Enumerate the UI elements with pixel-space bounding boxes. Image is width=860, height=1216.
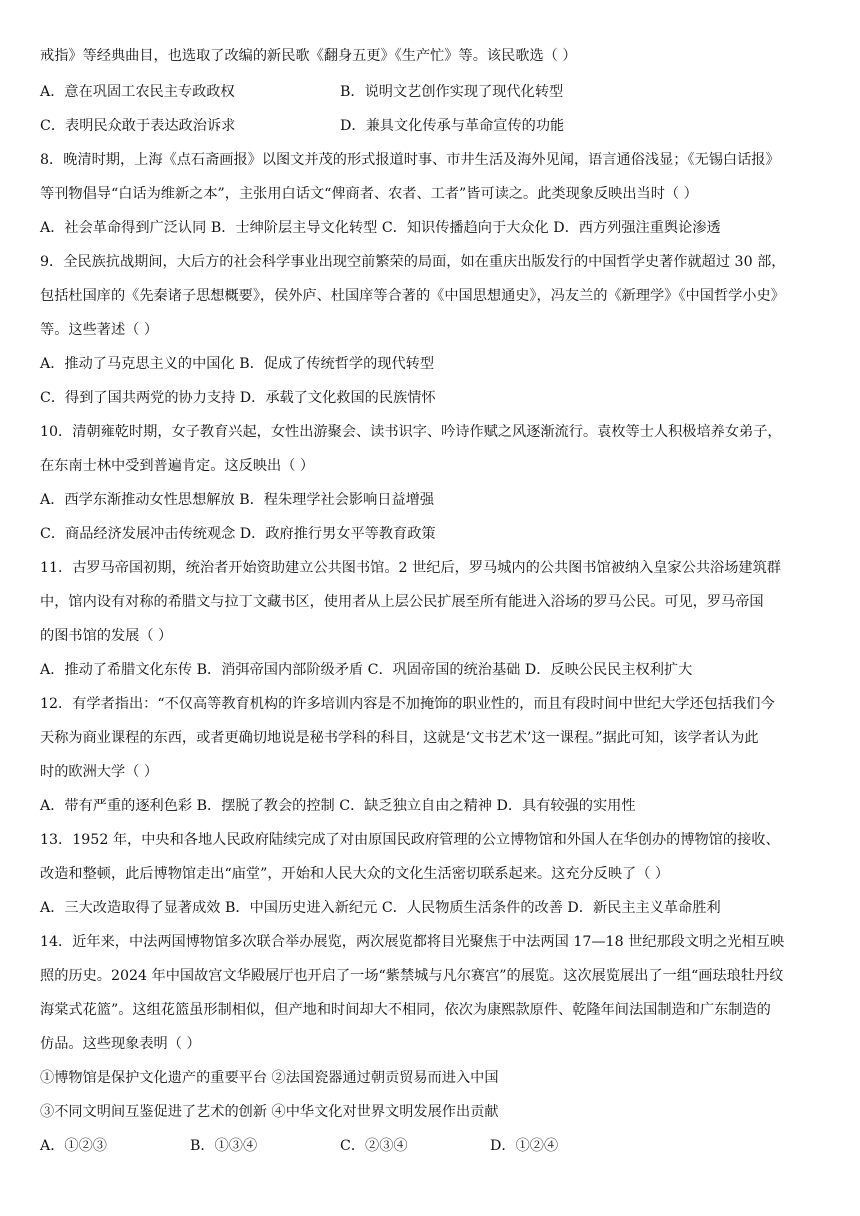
q14-option-d: D．①②④	[490, 1138, 559, 1154]
q14-option-c: C．②③④	[340, 1138, 408, 1154]
q9-stem-line-3: 等。这些著述（ ）	[40, 322, 159, 338]
q10-stem-line-2: 在东南士林中受到普遍肯定。这反映出（ ）	[40, 458, 315, 474]
q9-stem-line-1: 9．全民族抗战期间，大后方的社会科学事业出现空前繁荣的局面，如在重庆出版发行的中国哲学史著作就超过 30 部，	[40, 254, 786, 270]
q7-option-c: C．表明民众敢于表达政治诉求	[40, 118, 236, 134]
q13-stem-line-1: 13．1952 年，中央和各地人民政府陆续完成了对由原国民政府管理的公立博物馆和外国人在华创办的博物馆的接收、	[40, 832, 780, 848]
q14-option-a: A．①②③	[40, 1138, 107, 1154]
q7-stem-tail: 戒指》等经典曲目，也选取了改编的新民歌《翻身五更》《生产忙》等。该民歌选（ ）	[40, 48, 577, 64]
q11-stem-line-1: 11．古罗马帝国初期，统治者开始资助建立公共图书馆。2 世纪后，罗马城内的公共图书馆被纳入皇家公共浴场建筑群	[40, 560, 781, 576]
q8-stem-line-1: 8．晚清时期，上海《点石斋画报》以图文并茂的形式报道时事、市井生活及海外见闻，语言通俗浅显；《无锡白话报》	[40, 152, 780, 168]
q9-options-cd: C．得到了国共两党的协力支持 D．承载了文化救国的民族情怀	[40, 390, 436, 406]
q14-stem-line-1: 14．近年来，中法两国博物馆多次联合举办展览，两次展览都将目光聚焦于中法两国 17—18 世纪那段文明之光相互映	[40, 934, 785, 950]
q11-stem-line-3: 的图书馆的发展（ ）	[40, 628, 173, 644]
q8-options: A．社会革命得到广泛认同 B．士绅阶层主导文化转型 C．知识传播趋向于大众化 D．西方列强注重舆论渗透	[40, 220, 721, 236]
q7-option-a: A．意在巩固工农民主专政政权	[40, 84, 235, 100]
q9-options-ab: A．推动了马克思主义的中国化 B．促成了传统哲学的现代转型	[40, 356, 435, 372]
q12-stem-line-2: 天称为商业课程的东西，或者更确切地说是秘书学科的科目，这就是‘文书艺术’这一课程。”据此可知，该学者认为此	[40, 730, 759, 746]
q10-options-cd: C．商品经济发展冲击传统观念 D．政府推行男女平等教育政策	[40, 526, 436, 542]
q10-options-ab: A．西学东渐推动女性思想解放 B．程朱理学社会影响日益增强	[40, 492, 435, 508]
q12-stem-line-3: 时的欧洲大学（ ）	[40, 764, 159, 780]
q8-stem-line-2: 等刊物倡导“白话为维新之本”，主张用白话文“俾商者、农者、工者”皆可读之。此类现象反映出当时（ ）	[40, 186, 698, 202]
q12-options: A．带有严重的逐利色彩 B．摆脱了教会的控制 C．缺乏独立自由之精神 D．具有较强的实用性	[40, 798, 636, 814]
q12-stem-line-1: 12．有学者指出：“不仅高等教育机构的许多培训内容是不加掩饰的职业性的，而且有段时间中世纪大学还包括我们今	[40, 696, 775, 712]
q13-options: A．三大改造取得了显著成效 B．中国历史进入新纪元 C．人民物质生活条件的改善 D．新民主主义革命胜利	[40, 900, 721, 916]
q14-statements-34: ③不同文明间互鉴促进了艺术的创新 ④中华文化对世界文明发展作出贡献	[40, 1104, 499, 1120]
q7-option-b: B．说明文艺创作实现了现代化转型	[340, 84, 564, 100]
q11-stem-line-2: 中，馆内设有对称的希腊文与拉丁文藏书区，使用者从上层公民扩展至所有能进入浴场的罗马公民。可见，罗马帝国	[40, 594, 764, 610]
q14-stem-line-2: 照的历史。2024 年中国故宫文华殿展厅也开启了一场“紫禁城与凡尔赛宫”的展览。这次展览展出了一组“画珐琅牡丹纹	[40, 968, 784, 984]
q7-option-d: D．兼具文化传承与革命宣传的功能	[340, 118, 565, 134]
q11-options: A．推动了希腊文化东传 B．消弭帝国内部阶级矛盾 C．巩固帝国的统治基础 D．反映公民民主权利扩大	[40, 662, 693, 678]
q14-stem-line-4: 仿品。这些现象表明（ ）	[40, 1036, 201, 1052]
q10-stem-line-1: 10．清朝雍乾时期，女子教育兴起，女性出游聚会、读书识字、吟诗作赋之风逐渐流行。袁枚等士人积极培养女弟子，	[40, 424, 782, 440]
q14-statements-12: ①博物馆是保护文化遗产的重要平台 ②法国瓷器通过朝贡贸易而进入中国	[40, 1070, 499, 1086]
q9-stem-line-2: 包括杜国庠的《先秦诸子思想概要》，侯外庐、杜国庠等合著的《中国思想通史》，冯友兰的《新理学》《中国哲学小史》	[40, 288, 785, 304]
q14-stem-line-3: 海棠式花篮”。这组花篮虽形制相似，但产地和时间却大不相同，依次为康熙款原件、乾隆年间法国制造和广东制造的	[40, 1002, 771, 1018]
q13-stem-line-2: 改造和整顿，此后博物馆走出“庙堂”，开始和人民大众的文化生活密切联系起来。这充分反映了（ ）	[40, 866, 670, 882]
q14-option-b: B．①③④	[190, 1138, 258, 1154]
